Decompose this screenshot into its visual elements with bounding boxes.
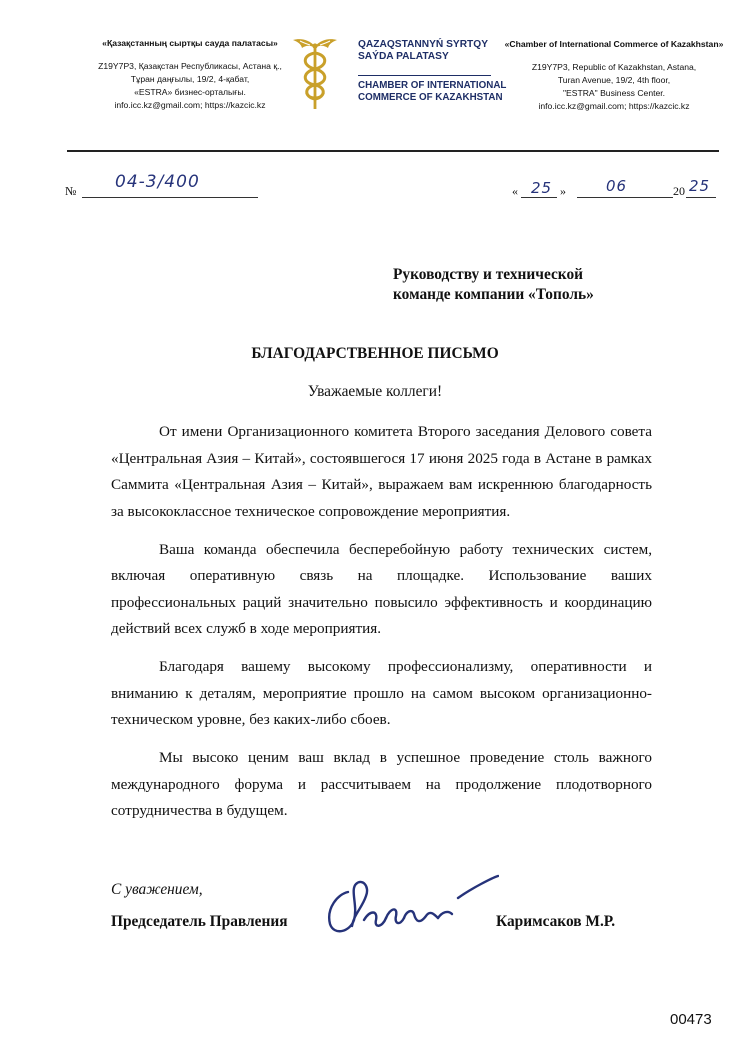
date-quote-open: « [512,184,518,198]
greeting: Уважаемые коллеги! [307,383,443,400]
header-left-contact-line: info.icc.kz@gmail.com; https://kazcic.kz [114,100,266,110]
registration-number: 04-3/400 [115,172,200,192]
addressee-line: Руководству и технической [393,266,584,283]
header-right-address-line: Turan Avenue, 19/2, 4th floor, [557,75,671,85]
letter-body [111,419,652,836]
header-left-block [78,37,302,112]
day-underline [521,197,557,198]
number-underline [82,197,258,198]
header-left-address-line: Тұран даңғылы, 19/2, 4-қабат, [130,74,250,84]
date-quote-close: » [560,184,566,198]
body-paragraph: Ваша команда обеспечила бесперебойную работу технических систем, включая оперативную связь на площадке. Использование ваших профессиональных раций значительно повысило эффективность и координацию действий всех служб в ходе мероприятия. [111,540,652,637]
date-year-prefix: 20 [673,184,685,198]
document-title: БЛАГОДАРСТВЕННОЕ ПИСЬМО [251,345,499,362]
header-left-address-line: «ESTRA» бизнес-орталығы. [134,87,246,97]
logo-name-line: COMMERCE OF KAZAKHSTAN [358,91,503,103]
chamber-name-kazakh [358,39,508,62]
year-underline [686,197,716,198]
chamber-logo-emblem [292,33,338,113]
body-paragraph: От имени Организационного комитета Второго заседания Делового совета «Центральная Азия – Китай», состоявшегося 17 июня 2025 года в Астане в рамках Саммита «Центральная Азия – Китай», выражаем вам искреннюю благодарность за высококлассное техническое сопровождение мероприятия. [111,423,652,520]
date-month: 06 [606,177,628,195]
handwritten-signature [324,868,499,946]
body-paragraph: Мы высоко ценим ваш вклад в успешное проведение столь важного международного форума и рассчитываем на продолжение плодотворного сотрудничества в будущем. [111,749,652,819]
header-right-contact-line: info.icc.kz@gmail.com; https://kazcic.kz [538,101,690,111]
logo-divider [358,75,491,76]
date-day: 25 [531,179,553,197]
date-year-suffix: 25 [689,177,711,195]
logo-name-line: CHAMBER OF INTERNATIONAL [358,80,507,91]
month-underline [577,197,673,198]
addressee-line: команде компании «Тополь» [393,286,594,303]
header-left-address-line: Z19Y7P3, Қазақстан Республикасы, Астана қ., [98,61,282,71]
signatory-position: Председатель Правления [111,913,288,930]
document-serial-number: 00473 [670,1011,712,1028]
signatory-name: Каримсаков М.Р. [496,913,616,930]
addressee [393,265,723,305]
header-right-title: «Chamber of International Commerce of Kazakhstan» [504,39,724,49]
logo-name-line: QAZAQSTANNYŃ SYRTQY [358,39,488,50]
header-right-block [498,38,730,113]
closing-phrase: С уважением, [111,881,203,898]
header-right-address-line: "ESTRA" Business Center. [562,88,666,98]
body-paragraph: Благодаря вашему высокому профессионализму, оперативности и вниманию к деталям, мероприятие прошло на самом высоком организационно-техническом уровне, без каких-либо сбоев. [111,658,652,728]
header-right-address-line: Z19Y7P3, Republic of Kazakhstan, Astana, [531,62,697,72]
logo-name-line: SAÝDA PALATASY [358,50,449,62]
number-label: № [65,184,77,198]
chamber-name-english [358,80,508,103]
header-left-title: «Қазақстанның сыртқы сауда палатасы» [102,38,278,48]
header-separator [67,150,719,152]
